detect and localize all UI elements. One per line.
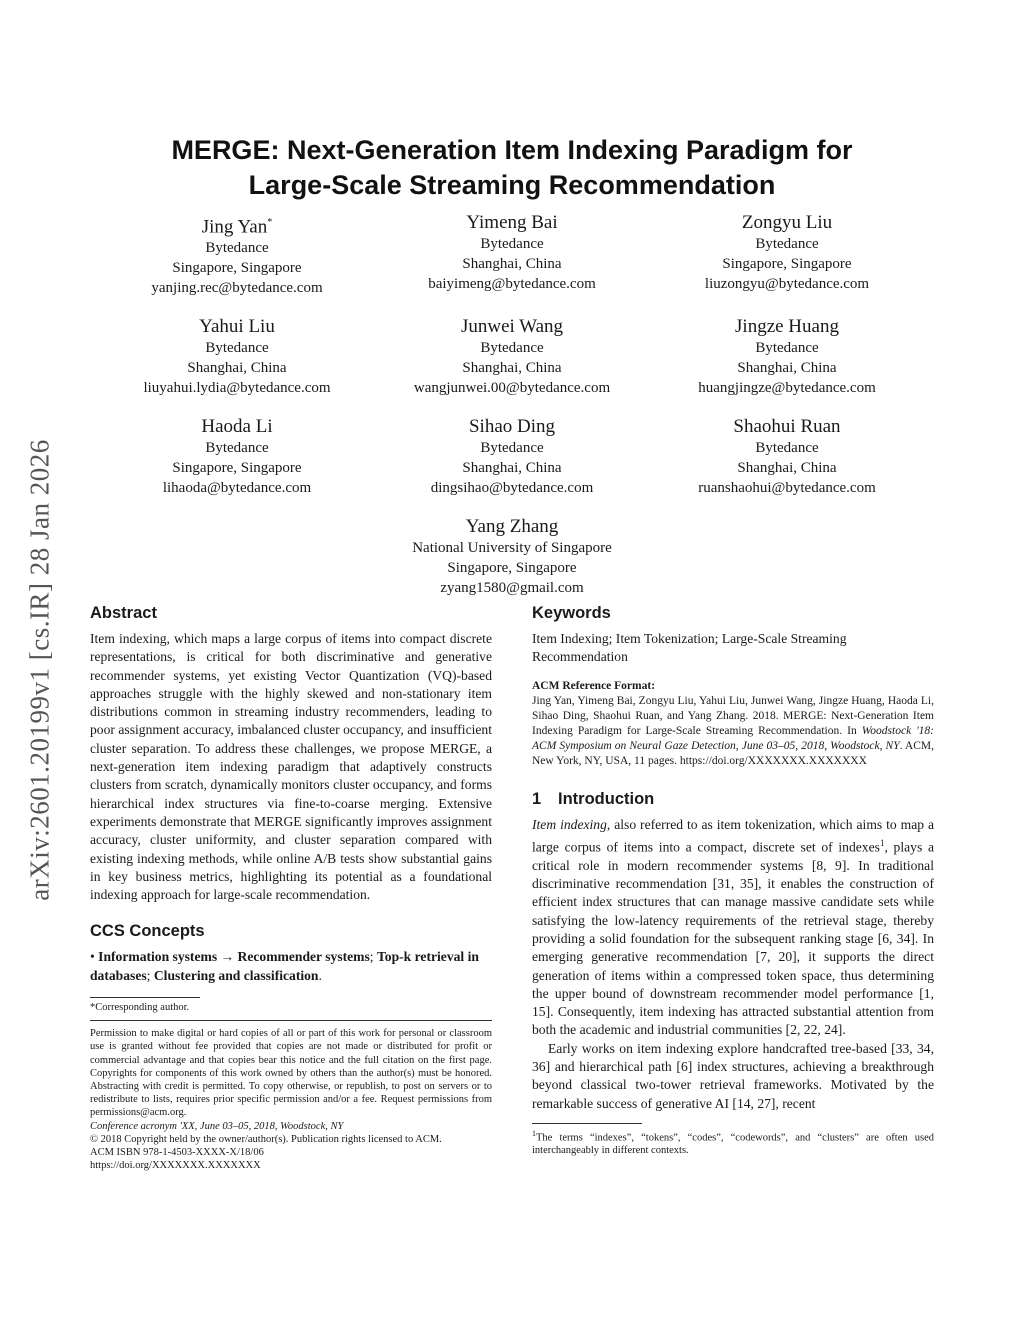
abstract-text: Item indexing, which maps a large corpus of items into compact discrete representations, is critical for both discriminative and generative recommender systems, yet existing Vector Quantization (VQ)-based approaches struggle with the highly skewed and non-stationary item distributions common in streaming industry recommenders, leading to poor assignment accuracy, imbalanced cluster occupancy, and insufficient cluster separation. To address these challenges, we propose MERGE, a next-generation item indexing paradigm that adaptively constructs clusters from scratch, dynamically monitors cluster occupancy, and forms hierarchical index structures via fine-to-coarse merging. Extensive experiments demonstrate that MERGE significantly improves assignment accuracy, cluster uniformity, and cluster separation compared with existing indexing methods, while online A/B tests show substantial gains in key business metrics, highlighting its potential as a foundational indexing approach for large-scale recommendation.: [90, 631, 492, 903]
author-row: [100, 416, 924, 498]
author-name: Yang Zhang: [465, 516, 559, 538]
author-name: Shaohui Ruan: [733, 416, 841, 438]
ccs-concepts: • Information systems → Recommender systems; Top-k retrieval in databases; Clustering and classification.: [90, 949, 479, 983]
author-email[interactable]: zyang1580@gmail.com: [440, 580, 584, 597]
keywords-text: Item Indexing; Item Tokenization; Large-Scale Streaming Recommendation: [532, 631, 847, 665]
author-location: Singapore, Singapore: [447, 560, 577, 577]
author-row: [100, 516, 924, 598]
author-card: [650, 416, 924, 498]
author-block: [100, 212, 924, 616]
author-name: Junwei Wang: [460, 316, 564, 338]
footnote-rule: [532, 1123, 642, 1124]
author-email[interactable]: liuyahui.lydia@bytedance.com: [143, 380, 331, 397]
author-affiliation: Bytedance: [205, 440, 269, 457]
intro-lead-term: Item indexing: [532, 816, 607, 832]
doi-link[interactable]: https://doi.org/XXXXXXX.XXXXXXX: [90, 1160, 261, 1172]
author-location: Shanghai, China: [187, 360, 287, 377]
arxiv-id: arXiv:2601.20199v1 [cs.IR] 28 Jan 2026: [24, 439, 55, 901]
arxiv-sidebar-stamp: [20, 380, 60, 960]
author-affiliation: Bytedance: [480, 440, 544, 457]
author-name: Jing Yan: [201, 216, 268, 238]
title-line-2: Large-Scale Streaming Recommendation: [248, 170, 776, 200]
author-name: Yimeng Bai: [466, 212, 558, 233]
right-column: [532, 602, 934, 1157]
section-number: 1: [532, 789, 542, 808]
ccs-concept: Top-k retrieval in databases: [90, 949, 479, 983]
acm-ref-text: Jing Yan, Yimeng Bai, Zongyu Liu, Yahui Liu, Junwei Wang, Jingze Huang, Haoda Li, Sihao Ding, Shaohui Ruan, and Yang Zhang. 2018. MERGE: Next-Generation Item Indexing Paradigm for Large-Scale Streaming Recommendation. In Woodstock '18: ACM Symposium on Neural Gaze Detection, June 03–05, 2018, Woodstock, NY. ACM, New York, NY, USA, 11 pages. https://doi.org/XXXXXXX.XXXXXXX: [532, 694, 934, 768]
author-affiliation: Bytedance: [755, 440, 819, 457]
ccs-heading: CCS Concepts: [90, 922, 205, 941]
author-affiliation: Bytedance: [480, 340, 544, 357]
author-card: [375, 316, 649, 398]
author-affiliation: Bytedance: [205, 340, 269, 357]
author-affiliation: Bytedance: [205, 240, 269, 257]
author-location: Shanghai, China: [462, 460, 562, 477]
title-line-1: MERGE: Next-Generation Item Indexing Paradigm for: [171, 135, 853, 165]
author-email[interactable]: yanjing.rec@bytedance.com: [151, 280, 323, 297]
author-card: [650, 316, 924, 398]
author-row: [100, 316, 924, 398]
corresponding-mark: *: [267, 217, 273, 228]
author-email[interactable]: lihaoda@bytedance.com: [162, 480, 312, 497]
author-name: Zongyu Liu: [741, 212, 833, 233]
intro-paragraph-1: Item indexing, also referred to as item tokenization, which aims to map a large corpus of items into a compact, discrete set of indexes$^1$, plays a critical role in modern recommender systems [8, 9]. In traditional discriminative recommendation [31, 35], it enables the construction of efficient index structures that can manage massive candidate sets while satisfying the low-latency requirements of the retrieval stage, thereby providing a solid foundation for the subsequent ranking stage [6, 34]. In emerging generative recommendation [7, 20], it supports the direct generation of items within a compressed token space, thus determining the upper bound of downstream recommender model performance [1, 15]. Consequently, item indexing has attracted substantial attention from both the academic and industrial communities [2, 22, 24].: [532, 816, 934, 1038]
author-affiliation: Bytedance: [480, 236, 544, 252]
author-name: Haoda Li: [201, 416, 273, 438]
author-affiliation: National University of Singapore: [412, 540, 612, 557]
intro-heading: [532, 788, 934, 810]
author-name: Yahui Liu: [199, 316, 275, 338]
section-title: Introduction: [558, 789, 655, 808]
author-affiliation: Bytedance: [755, 236, 819, 252]
acm-ref-venue: Woodstock '18: ACM Symposium on Neural Gaze Detection, June 03–05, 2018, Woodstock, NY: [532, 725, 934, 753]
footnote-rule: [90, 997, 200, 998]
footnote-mark[interactable]: 1: [879, 837, 885, 848]
permission-rule: [90, 1020, 492, 1021]
conference-line: Conference acronym 'XX, June 03–05, 2018, Woodstock, NY: [90, 1120, 344, 1132]
author-card: [375, 416, 649, 498]
ccs-concept: Information systems: [98, 949, 218, 965]
ccs-bullet: •: [90, 949, 95, 965]
author-card: [375, 516, 649, 598]
author-row: [100, 212, 924, 298]
author-affiliation: Bytedance: [755, 340, 819, 357]
author-email[interactable]: ruanshaohui@bytedance.com: [698, 480, 876, 497]
corresponding-author-note: *Corresponding author.: [90, 1002, 190, 1014]
author-card: [100, 316, 374, 398]
ccs-arrow: →: [220, 949, 235, 965]
author-location: Shanghai, China: [737, 460, 837, 477]
acm-ref-heading: ACM Reference Format:: [532, 679, 656, 692]
left-column: [90, 602, 492, 1172]
author-location: Singapore, Singapore: [172, 260, 302, 277]
ccs-concept: Clustering and classification: [153, 967, 319, 983]
author-location: Shanghai, China: [462, 360, 562, 377]
author-name: Sihao Ding: [468, 416, 556, 438]
author-location: Shanghai, China: [737, 360, 837, 377]
permission-notice: Permission to make digital or hard copies of all or part of this work for personal or classroom use is granted without fee provided that copies are not made or distributed for profit or commercial advantage and that copies bear this notice and the full citation on the first page. Copyrights for components of this work owned by others than the author(s) must be honored. Abstracting with credit is permitted. To copy otherwise, or republish, to post on servers or to redistribute to lists, requires prior specific permission and/or a fee. Request permissions from permissions@acm.org.: [90, 1028, 492, 1119]
abstract-heading: Abstract: [90, 604, 157, 622]
author-location: Singapore, Singapore: [172, 460, 302, 477]
author-email[interactable]: baiyimeng@bytedance.com: [428, 276, 596, 292]
keywords-heading: Keywords: [532, 604, 611, 622]
author-email[interactable]: liuzongyu@bytedance.com: [704, 276, 870, 292]
author-email[interactable]: wangjunwei.00@bytedance.com: [413, 380, 611, 397]
footnote-1: $^1$The terms “indexes”, “tokens”, “codes”, “codewords”, and “clusters” are often used interchangeably in different contexts.: [532, 1128, 934, 1157]
author-location: Shanghai, China: [462, 256, 562, 272]
copyright-line: © 2018 Copyright held by the owner/author(s). Publication rights licensed to ACM.: [90, 1133, 442, 1145]
author-email[interactable]: huangjingze@bytedance.com: [698, 380, 876, 397]
isbn-line: ACM ISBN 978-1-4503-XXXX-X/18/06: [90, 1147, 264, 1159]
ccs-concept: Recommender systems: [237, 949, 370, 965]
author-card: [100, 212, 374, 298]
author-location: Singapore, Singapore: [722, 256, 852, 272]
author-name: Jingze Huang: [735, 316, 839, 338]
author-card: [375, 212, 649, 298]
author-card: [100, 416, 374, 498]
intro-paragraph-2: Early works on item indexing explore handcrafted tree-based [33, 34, 36] and hierarchical path [6] index structures, achieving a breakthrough beyond classical two-tower retrieval frameworks. Motivated by the remarkable success of generative AI [14, 27], recent: [532, 1040, 934, 1111]
author-email[interactable]: dingsihao@bytedance.com: [430, 480, 594, 497]
author-card: [650, 212, 924, 298]
paper-title: [110, 133, 914, 203]
